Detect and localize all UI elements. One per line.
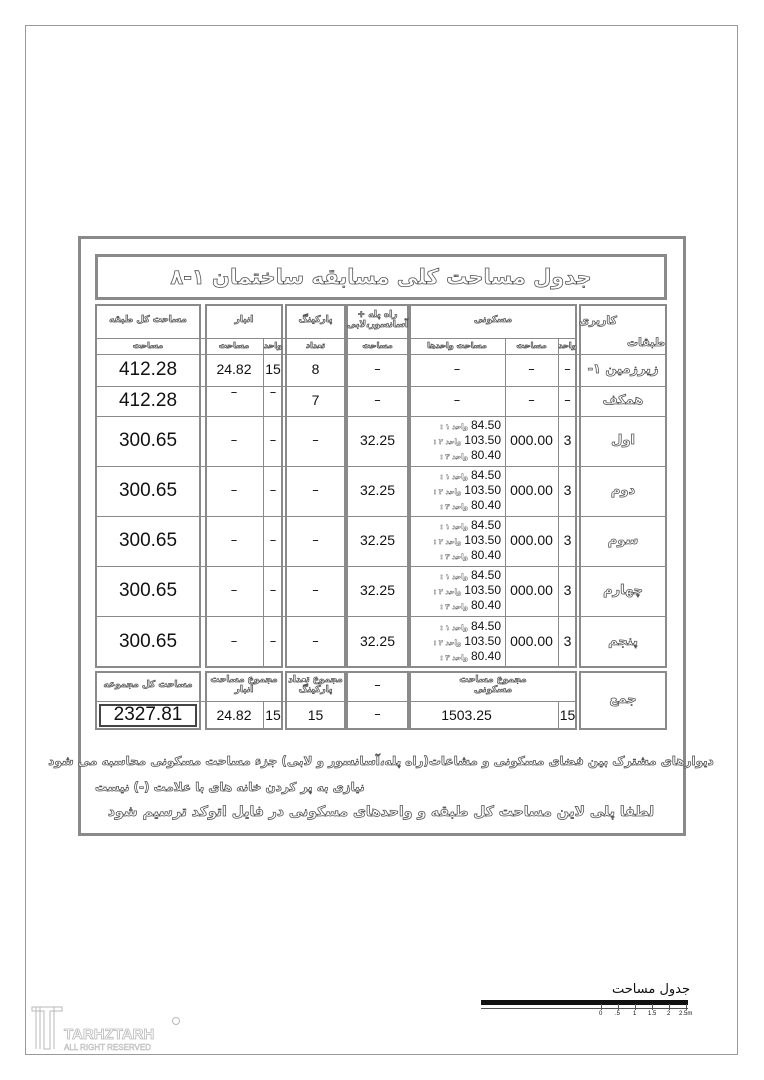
row-storage-area: – bbox=[230, 582, 238, 598]
unit-value: 103.50 bbox=[464, 582, 501, 597]
subheader-storage-unit: واحد bbox=[263, 340, 283, 350]
row-stair: 32.25 bbox=[359, 482, 396, 499]
row-res-unit: 3 bbox=[563, 432, 572, 449]
row-floor: همکف bbox=[602, 392, 644, 408]
row-stair: 32.25 bbox=[359, 532, 396, 549]
header-parking: پارکینگ bbox=[298, 315, 333, 326]
row-stair: – bbox=[374, 361, 381, 377]
row-units-list bbox=[409, 466, 501, 516]
scale-label: 1.5 bbox=[648, 1011, 657, 1017]
unit-line bbox=[440, 569, 501, 584]
drawing-caption: جدول مساحت bbox=[612, 982, 691, 997]
unit-line bbox=[440, 499, 501, 514]
unit-line bbox=[433, 434, 501, 449]
total-res-value: 1503.25 bbox=[441, 706, 492, 723]
scale-tick bbox=[686, 1004, 687, 1010]
row-parking: 8 bbox=[311, 361, 320, 378]
row-floor: دوم bbox=[610, 482, 636, 498]
unit-value: 80.40 bbox=[470, 547, 501, 562]
scale-label: 1 bbox=[633, 1011, 637, 1017]
row-total: 300.65 bbox=[118, 579, 178, 601]
total-parking-header: مجموع تعداد پارکینگ bbox=[288, 675, 343, 695]
unit-label: واحد ۲ : bbox=[433, 487, 462, 496]
unit-label: واحد ۳ : bbox=[440, 602, 468, 611]
header-storage: انبار bbox=[234, 315, 254, 326]
scale-tick bbox=[618, 1004, 619, 1010]
unit-label: واحد ۱ : bbox=[440, 522, 468, 531]
row-storage-unit: – bbox=[269, 384, 277, 400]
unit-value: 103.50 bbox=[464, 482, 501, 497]
subheader-total-area: مساحت bbox=[132, 340, 164, 350]
unit-label: واحد ۱ : bbox=[440, 422, 468, 431]
total-grand-cell bbox=[95, 701, 201, 730]
unit-line bbox=[440, 519, 501, 534]
row-storage-unit: – bbox=[269, 532, 277, 548]
logo-text: TARHZTARH bbox=[64, 1026, 155, 1043]
row-res-unit: 3 bbox=[563, 582, 572, 599]
unit-label: واحد ۳ : bbox=[440, 452, 468, 461]
total-grand-value: 2327.81 bbox=[99, 704, 197, 727]
note-polyline: لطفا پلی لاین مساحت کل طبقه و واحدهای مسکونی در فایل اتوکد ترسیم شود bbox=[107, 804, 655, 821]
unit-label: واحد ۲ : bbox=[433, 437, 462, 446]
table-title-box bbox=[95, 254, 667, 300]
row-res-area: 000.00 bbox=[510, 532, 553, 549]
header-residential: مسکونی bbox=[473, 315, 513, 326]
note-walls: دیوارهای مشترک بین فضای مسکونی و مشاعات(راه پله،آسانسور و لابی) جزء مساحت مسکونی محاسبه می شود bbox=[48, 754, 714, 769]
unit-value: 80.40 bbox=[470, 597, 501, 612]
row-units: – bbox=[453, 361, 461, 377]
logo-subtext: ALL RIGHT RESERVED bbox=[64, 1043, 151, 1052]
scale-label: .5 bbox=[615, 1011, 621, 1017]
row-parking: – bbox=[312, 432, 319, 448]
row-res-area: 000.00 bbox=[510, 432, 553, 449]
unit-label: واحد ۱ : bbox=[440, 472, 468, 481]
total-storage-unit: 15 bbox=[265, 706, 281, 723]
unit-value: 80.40 bbox=[470, 447, 501, 462]
scale-tick bbox=[652, 1004, 653, 1010]
row-total: 300.65 bbox=[118, 479, 178, 501]
unit-value: 80.40 bbox=[470, 648, 501, 663]
unit-value: 84.50 bbox=[470, 618, 501, 633]
row-res-area: – bbox=[528, 361, 535, 377]
row-units: – bbox=[453, 392, 461, 408]
row-res-unit: 3 bbox=[563, 532, 572, 549]
unit-value: 80.40 bbox=[470, 497, 501, 512]
scale-label: 2.5m bbox=[679, 1011, 693, 1017]
total-stair-value: – bbox=[374, 707, 381, 723]
row-storage-unit: – bbox=[269, 633, 277, 649]
row-stair: 32.25 bbox=[359, 432, 396, 449]
header-stair: راه پله + آسانسور،لابی bbox=[346, 310, 409, 330]
unit-label: واحد ۲ : bbox=[433, 587, 462, 596]
unit-label: واحد ۱ : bbox=[440, 572, 468, 581]
scale-line bbox=[481, 1008, 688, 1009]
row-stair: 32.25 bbox=[359, 633, 396, 650]
row-storage-unit: – bbox=[269, 432, 277, 448]
header-usage: کاربری bbox=[579, 313, 617, 327]
row-storage-area: – bbox=[230, 384, 238, 400]
subheader-storage-area: مساحت bbox=[218, 340, 250, 350]
unit-line bbox=[433, 484, 501, 499]
unit-line bbox=[440, 449, 501, 464]
row-parking: – bbox=[312, 582, 319, 598]
unit-line bbox=[440, 469, 501, 484]
unit-value: 84.50 bbox=[470, 517, 501, 532]
unit-label: واحد ۳ : bbox=[440, 552, 468, 561]
row-floor: پنجم bbox=[608, 633, 638, 649]
subheader-stair-area: مساحت bbox=[362, 340, 393, 350]
total-parking-value: 15 bbox=[307, 706, 324, 723]
row-parking: – bbox=[312, 482, 319, 498]
row-floor: اول bbox=[611, 432, 635, 448]
scale-label: 0 bbox=[599, 1011, 603, 1017]
row-res-area: 000.00 bbox=[510, 482, 553, 499]
row-total: 300.65 bbox=[118, 529, 178, 551]
subheader-units-area: مساحت واحدها bbox=[427, 340, 487, 350]
row-storage-area: – bbox=[230, 633, 238, 649]
unit-line bbox=[440, 549, 501, 564]
unit-value: 103.50 bbox=[464, 532, 501, 547]
row-total: 412.28 bbox=[118, 389, 178, 411]
row-storage-unit: – bbox=[269, 482, 277, 498]
row-storage-area: – bbox=[230, 532, 238, 548]
row-storage-area: 24.82 bbox=[216, 361, 252, 378]
total-res-units: 15 bbox=[559, 706, 576, 723]
row-parking: – bbox=[312, 633, 319, 649]
total-storage-value: 24.82 bbox=[216, 706, 252, 723]
scale-tick bbox=[601, 1004, 602, 1010]
row-storage-area: – bbox=[230, 482, 238, 498]
row-res-unit: 3 bbox=[563, 633, 572, 650]
unit-line bbox=[433, 534, 501, 549]
row-floor: چهارم bbox=[603, 582, 643, 598]
row-res-area: 000.00 bbox=[510, 633, 553, 650]
row-units-list bbox=[409, 516, 501, 566]
row-stair: – bbox=[374, 392, 381, 408]
unit-line bbox=[440, 599, 501, 614]
row-res-unit: – bbox=[564, 361, 571, 377]
unit-line bbox=[440, 650, 501, 665]
note-dash-cells: نیازی به پر کردن خانه های با علامت (-) نیست bbox=[95, 780, 365, 795]
row-res-area: 000.00 bbox=[510, 582, 553, 599]
unit-label: واحد ۲ : bbox=[433, 638, 462, 647]
row-storage-area: – bbox=[230, 432, 238, 448]
header-total-floor: مساحت کل طبقه bbox=[109, 315, 187, 326]
unit-value: 84.50 bbox=[470, 417, 501, 432]
tarhztarh-logo bbox=[28, 1005, 188, 1055]
row-parking: – bbox=[312, 532, 319, 548]
total-stair-header: – bbox=[374, 677, 381, 693]
row-total: 300.65 bbox=[118, 630, 178, 652]
unit-value: 84.50 bbox=[470, 567, 501, 582]
total-res-header: مجموع مساحت مسکونی bbox=[459, 675, 527, 695]
unit-label: واحد ۲ : bbox=[433, 537, 462, 546]
row-total: 300.65 bbox=[118, 429, 178, 451]
row-total: 412.28 bbox=[118, 358, 178, 380]
total-storage-header: مجموع مساحت انبار bbox=[210, 675, 278, 695]
unit-label: واحد ۳ : bbox=[440, 502, 468, 511]
unit-value: 103.50 bbox=[464, 432, 501, 447]
row-floor: زیرزمین ۱- bbox=[587, 361, 659, 377]
unit-label: واحد ۱ : bbox=[440, 623, 468, 632]
scale-tick bbox=[669, 1004, 670, 1010]
subheader-res-unit: واحد bbox=[558, 340, 577, 350]
unit-value: 103.50 bbox=[464, 633, 501, 648]
row-units-list bbox=[409, 416, 501, 466]
row-units-list bbox=[409, 566, 501, 616]
row-parking: 7 bbox=[311, 392, 320, 409]
row-units-list bbox=[409, 616, 501, 668]
subheader-res-area: مساحت bbox=[516, 340, 547, 350]
row-res-unit: 3 bbox=[563, 482, 572, 499]
row-res-area: – bbox=[528, 392, 535, 408]
row-floor: سوم bbox=[607, 532, 639, 548]
unit-line bbox=[433, 584, 501, 599]
total-label: جمع bbox=[609, 692, 637, 708]
unit-line bbox=[433, 635, 501, 650]
unit-label: واحد ۳ : bbox=[440, 653, 468, 662]
row-storage-unit: 15 bbox=[265, 361, 281, 378]
subheader-parking-count: تعداد bbox=[306, 340, 325, 350]
unit-value: 84.50 bbox=[470, 467, 501, 482]
scale-tick bbox=[635, 1004, 636, 1010]
total-grand-header: مساحت کل مجموعه bbox=[103, 680, 193, 691]
row-storage-unit: – bbox=[269, 582, 277, 598]
row-res-unit: – bbox=[564, 392, 571, 408]
header-floors: طبقات bbox=[627, 335, 665, 349]
scale-bar bbox=[481, 1000, 688, 1005]
row-stair: 32.25 bbox=[359, 582, 396, 599]
scale-label: 2 bbox=[667, 1011, 671, 1017]
unit-line bbox=[440, 419, 501, 434]
unit-line bbox=[440, 620, 501, 635]
table-title: جدول مساحت کلی مسابقه ساختمان ۱-۸ bbox=[170, 265, 592, 289]
